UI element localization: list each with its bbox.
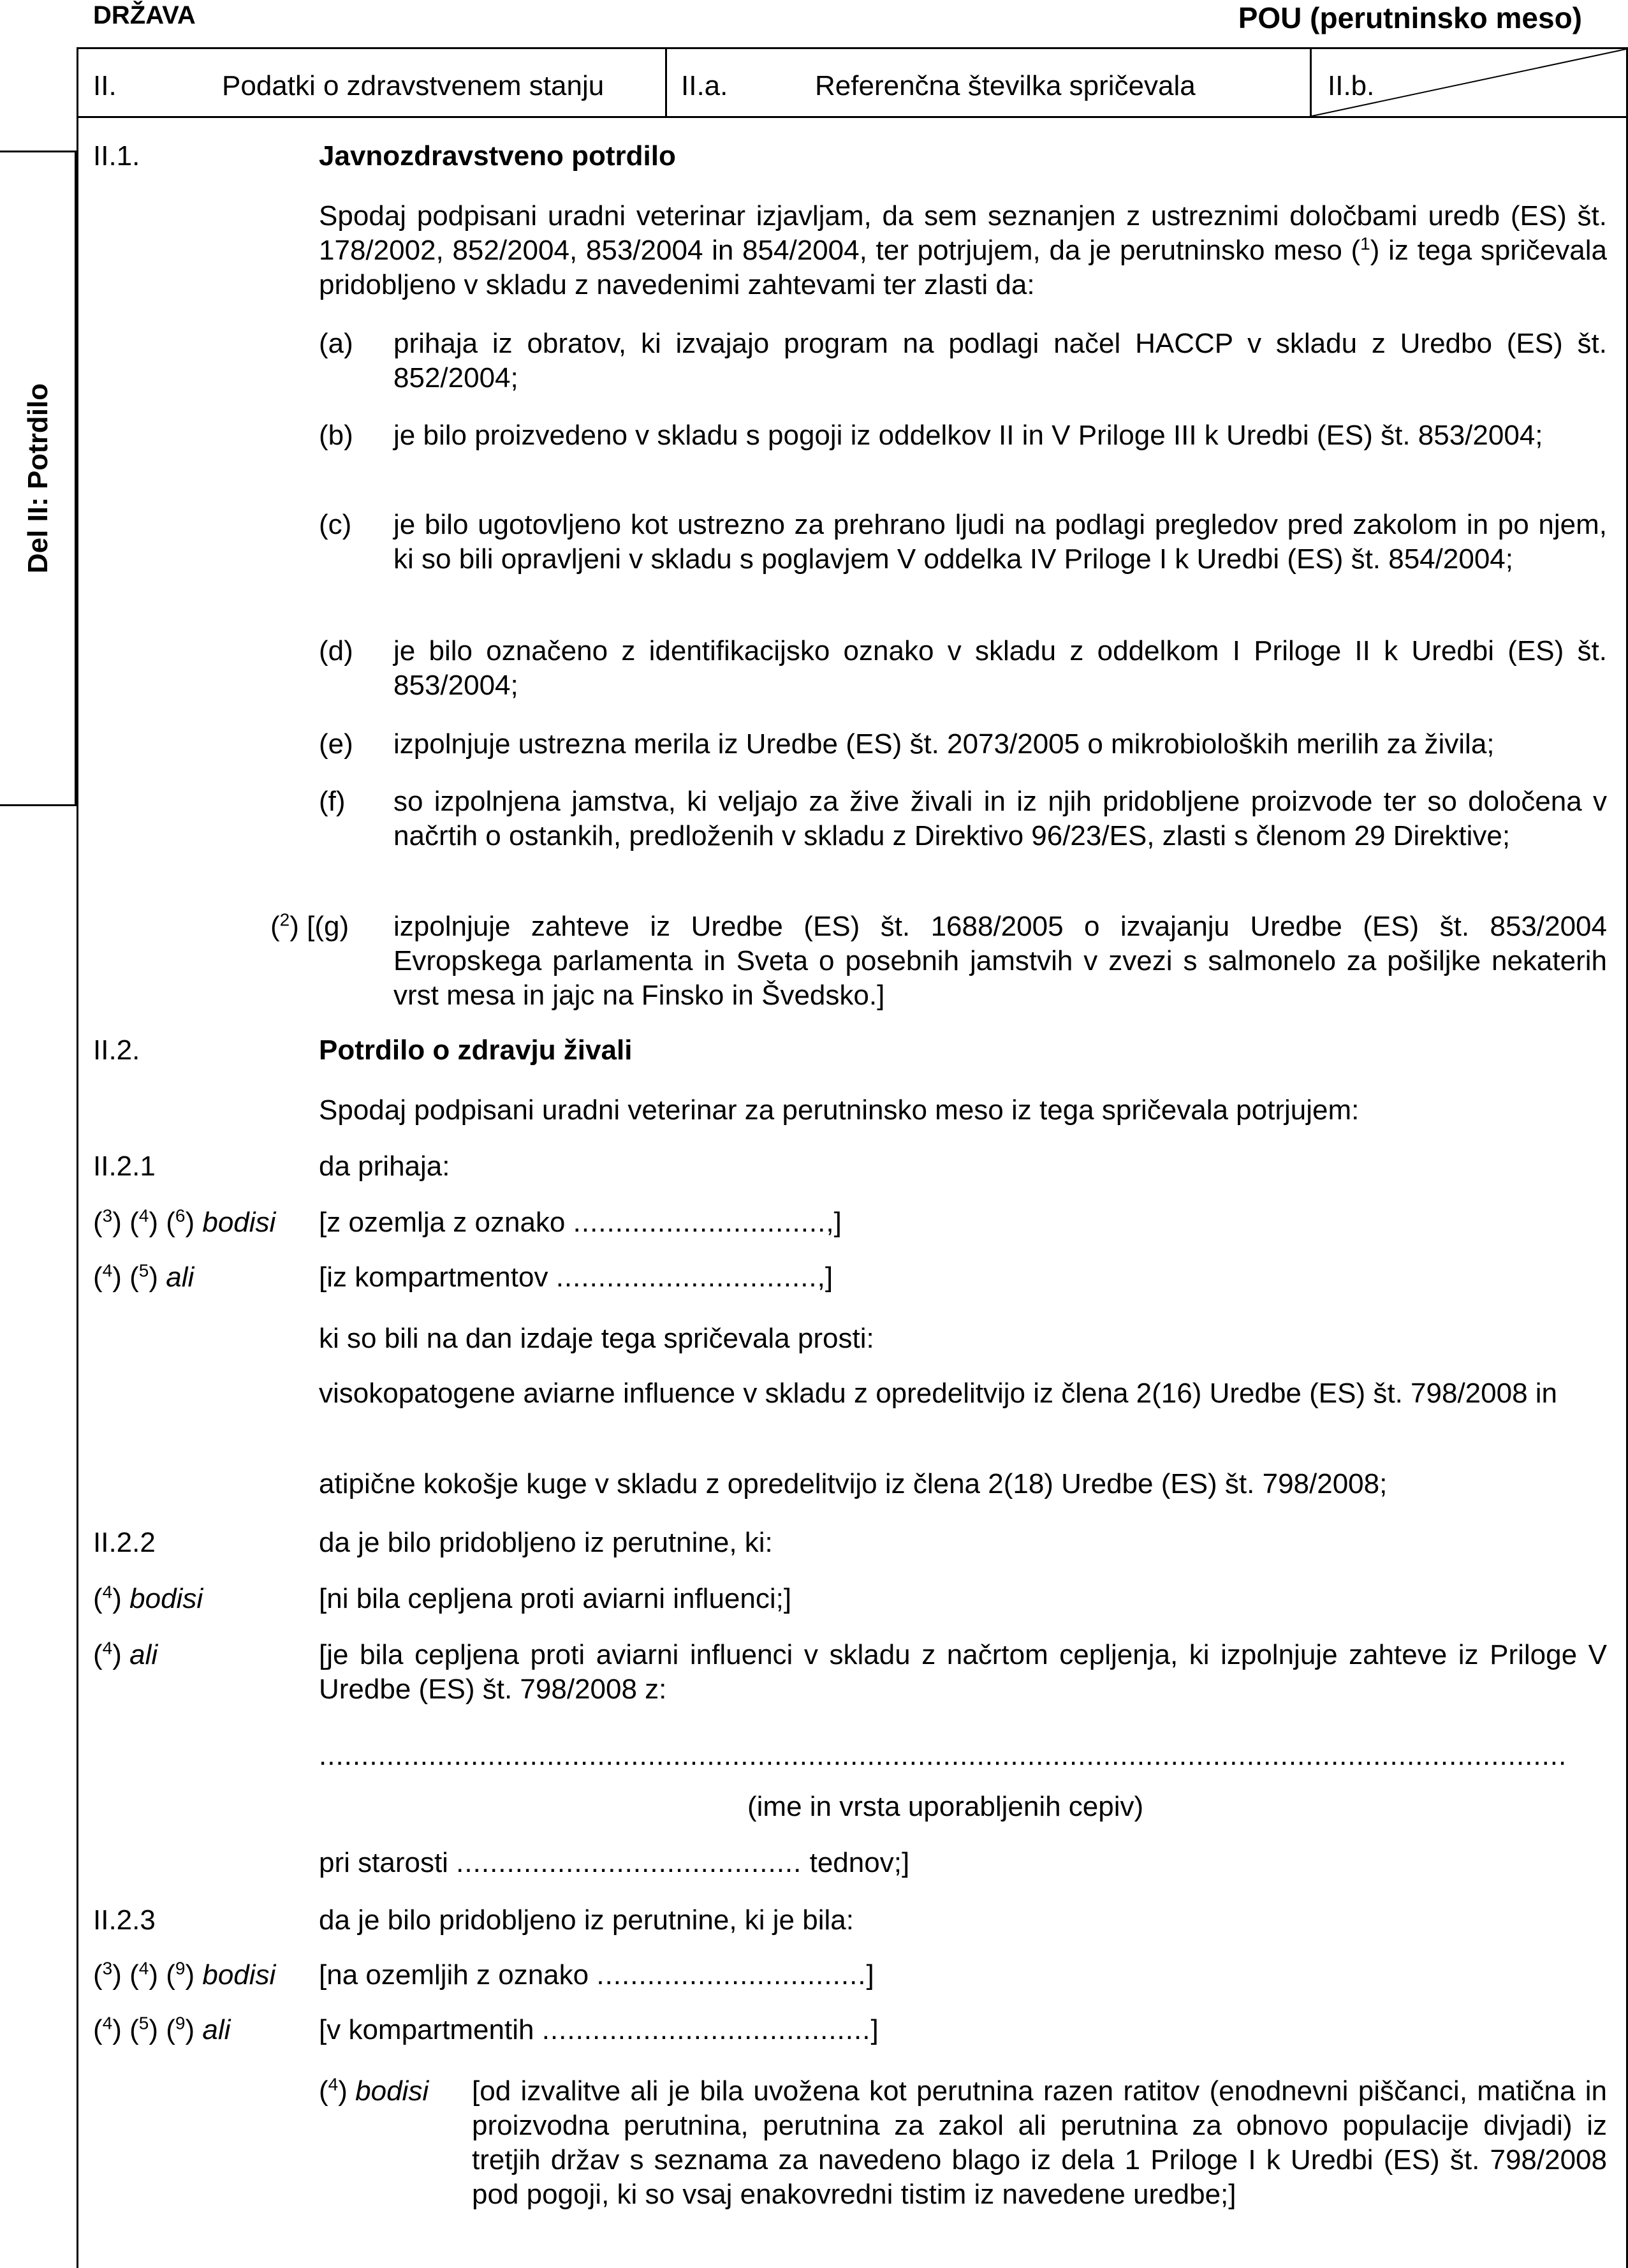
intro-text-part2: ) iz tega spričevala pridobljeno v skladu z navedenimi zahtevami ter zlasti da: <box>319 235 1607 300</box>
footnote-ref-5: 5 <box>138 1260 149 1281</box>
not-vaccinated-text: [ni bila cepljena proti aviarni influenci;] <box>319 1583 792 1614</box>
section-ii-1-intro <box>319 199 1607 302</box>
newcastle-text: atipične kokošje kuge v skladu z opredelitvijo iz člena 2(18) Uredbe (ES) št. 798/2008; <box>319 1468 1388 1499</box>
item-a-text: prihaja iz obratov, ki izvajajo program na podlagi načel HACCP v skladu z Uredbo (ES) št. 852/2004; <box>393 328 1607 394</box>
ali-word: ali <box>129 1639 158 1670</box>
country-header: DRŽAVA <box>93 1 196 29</box>
zones-bracket-end: ] <box>866 1959 874 1991</box>
frame-header-bottom-border <box>77 116 1628 118</box>
ii-a-num: II.a. <box>681 70 728 101</box>
not-vaccinated-refs: ($^4$) bodisi <box>93 1582 203 1614</box>
footnote-ref-3: 3 <box>102 1205 113 1226</box>
zones-label: [na ozemljih z oznako <box>319 1959 597 1991</box>
hatching-refs: ($^4$) bodisi <box>319 2074 429 2107</box>
compartment-ali-refs: ($^4$) ($^5$) ali <box>93 1260 194 1293</box>
header-divider-1 <box>665 47 667 117</box>
section-ii-1-number: II.1. <box>93 140 140 172</box>
footnote-ref-4: 4 <box>138 1205 149 1226</box>
item-g-text: izpolnjuje zahteve iz Uredbe (ES) št. 1688/2005 o izvajanju Uredbe (ES) št. 853/2004 Evropskega parlamenta in Sveta o posebnih jamstvih v zvezi s salmonelo za pošiljke nekaterih vrst mesa in jajc na Finsko in Švedsko.] <box>393 911 1607 1011</box>
footnote-ref-6: 6 <box>175 1205 186 1226</box>
footnote-ref-4: 4 <box>102 2013 113 2033</box>
territory-bracket-end: ,] <box>826 1207 842 1238</box>
ali-word: ali <box>202 2014 231 2045</box>
item-f-label: (f) <box>319 786 346 817</box>
footnote-ref-4: 4 <box>102 1582 113 1602</box>
zones-code-blank: ................................ <box>596 1959 867 1991</box>
compartments-field <box>319 2013 879 2047</box>
bodisi-word: bodisi <box>129 1583 203 1614</box>
item-b-text: je bilo proizvedeno v skladu s pogoji iz oddelkov II in V Priloge III k Uredbi (ES) št. 853/2004; <box>393 420 1543 451</box>
item-g-bracket-label: [(g) <box>307 911 349 942</box>
hpai-text: visokopatogene aviarne influence v skladu z opredelitvijo iz člena 2(16) Uredbe (ES) št. 798/2008 in <box>319 1378 1558 1409</box>
section-ii-2-1-number: II.2.1 <box>93 1151 156 1182</box>
item-c-text: je bilo ugotovljeno kot ustrezno za prehrano ljudi na podlagi pregledov pred zakolom in po njem, ki so bili opravljeni v skladu s poglavjem V oddelka IV Priloge I k Uredbi (ES) št. 854/2004; <box>393 509 1607 575</box>
ii-b-num: II.b. <box>1328 70 1375 101</box>
territory-label: [z ozemlja z oznako <box>319 1207 573 1238</box>
compartments-label: [v kompartmentih <box>319 2014 542 2045</box>
item-e-label: (e) <box>319 728 353 760</box>
hatching-text: [od izvalitve ali je bila uvožena kot perutnina razen ratitov (enodnevni piščanci, matična in proizvodna perutnina, perutnina za zakol ali perutnina za obnovo populacije divjadi) iz tretjih držav s seznama za navedeno blago iz dela 1 Priloge I k Uredbi (ES) št. 798/2008 pod pogoji, ki so vsaj enakovredni tistim iz navedene uredbe;] <box>472 2075 1607 2210</box>
frame-left-border <box>77 47 78 2268</box>
item-e-text: izpolnjuje ustrezna merila iz Uredbe (ES) št. 2073/2005 o mikrobioloških merilih za živila; <box>393 728 1495 760</box>
free-from-text: ki so bili na dan izdaje tega spričevala prosti: <box>319 1323 874 1354</box>
bodisi-word: bodisi <box>355 2075 429 2107</box>
footnote-ref-4: 4 <box>102 1638 113 1658</box>
ali-word: ali <box>166 1262 194 1293</box>
compartments-ali-refs: ($^4$) ($^5$) ($^9$) ali <box>93 2013 231 2045</box>
footnote-ref-5: 5 <box>138 2013 149 2033</box>
bodisi-word: bodisi <box>202 1207 276 1238</box>
intro-text-part1: Spodaj podpisani uradni veterinar izjavljam, da sem seznanjen z ustreznimi določbami uredb (ES) št. 178/2002, 852/2004, 853/2004 in 854/2004, ter potrjujem, da je perutninsko meso ( <box>319 200 1607 266</box>
vaccine-caption: (ime in vrsta uporabljenih cepiv) <box>747 1791 1144 1822</box>
compartment-code-blank: ............................... <box>555 1262 818 1293</box>
footnote-ref-1: 1 <box>1360 233 1370 254</box>
compartment-bracket-end: ,] <box>817 1262 833 1293</box>
age-weeks-blank: ......................................... <box>456 1847 802 1878</box>
vaccinated-refs: ($^4$) ali <box>93 1638 158 1670</box>
footnote-ref-9: 9 <box>175 1958 186 1978</box>
footnote-ref-4: 4 <box>328 2074 339 2095</box>
zones-field <box>319 1958 874 1992</box>
footnote-ref-9: 9 <box>175 2013 186 2033</box>
footnote-ref-4: 4 <box>138 1958 149 1978</box>
section-ii-2-2-text: da je bilo pridobljeno iz perutnine, ki: <box>319 1527 773 1558</box>
item-c-label: (c) <box>319 509 352 540</box>
age-unit: tednov;] <box>802 1847 910 1878</box>
section-ii-2-title: Potrdilo o zdravju živali <box>319 1035 633 1066</box>
age-label: pri starosti <box>319 1847 457 1878</box>
footnote-ref-3: 3 <box>102 1958 113 1978</box>
section-ii-2-number: II.2. <box>93 1035 140 1066</box>
zone-bodisi-refs: ($^3$) ($^4$) ($^6$) bodisi <box>93 1205 276 1238</box>
ii-a-label: Referenčna številka spričevala <box>815 70 1196 101</box>
footnote-ref-4: 4 <box>102 1260 113 1281</box>
item-f-text: so izpolnjena jamstva, ki veljajo za žive živali in iz njih pridobljene proizvode ter so določena v načrtih o ostankih, predloženih v skladu z Direktivo 96/23/ES, zlasti s členom 29 Direktive; <box>393 786 1607 851</box>
item-b-label: (b) <box>319 420 353 451</box>
item-d-text: je bilo označeno z identifikacijsko oznako v skladu z oddelkom I Priloge II k Uredbi (ES) št. 853/2004; <box>393 635 1607 701</box>
zones-bodisi-refs: ($^3$) ($^4$) ($^9$) bodisi <box>93 1958 276 1991</box>
vaccinated-text: [je bila cepljena proti aviarni influenci v skladu z načrtom cepljenja, ki izpolnjuje zahteve iz Priloge V Uredbe (ES) št. 798/2008 z: <box>319 1639 1607 1705</box>
product-header: POU (perutninsko meso) <box>1238 1 1582 34</box>
item-d-label: (d) <box>319 635 353 666</box>
footnote-ref-2: 2 <box>279 909 290 930</box>
vaccine-name-blank: .................................................................................................................................................... <box>319 1740 1567 1771</box>
section-ii-1-title: Javnozdravstveno potrdilo <box>319 140 676 172</box>
compartments-code-blank: ....................................... <box>541 2014 871 2045</box>
compartment-label: [iz kompartmentov <box>319 1262 556 1293</box>
territory-code-blank: .............................. <box>573 1207 826 1238</box>
section-ii-2-3-text: da je bilo pridobljeno iz perutnine, ki je bila: <box>319 1904 854 1936</box>
section-ii-2-1-text: da prihaja: <box>319 1151 450 1182</box>
compartment-field <box>319 1260 833 1295</box>
bodisi-word: bodisi <box>202 1959 276 1991</box>
section-ii-2-intro: Spodaj podpisani uradni veterinar za perutninsko meso iz tega spričevala potrjujem: <box>319 1094 1360 1126</box>
sidebar-label: Del II: Potrdilo <box>22 383 54 574</box>
item-g-label: ($^2$) [(g) <box>270 909 349 942</box>
item-a-label: (a) <box>319 328 353 359</box>
section-ii-2-2-number: II.2.2 <box>93 1527 156 1558</box>
ii-label: Podatki o zdravstvenem stanju <box>222 70 605 101</box>
zone-territory-field <box>319 1205 842 1240</box>
vaccination-age-field <box>319 1846 909 1880</box>
compartments-bracket-end: ] <box>870 2014 879 2045</box>
section-ii-2-3-number: II.2.3 <box>93 1904 156 1936</box>
ii-num: II. <box>93 70 117 101</box>
